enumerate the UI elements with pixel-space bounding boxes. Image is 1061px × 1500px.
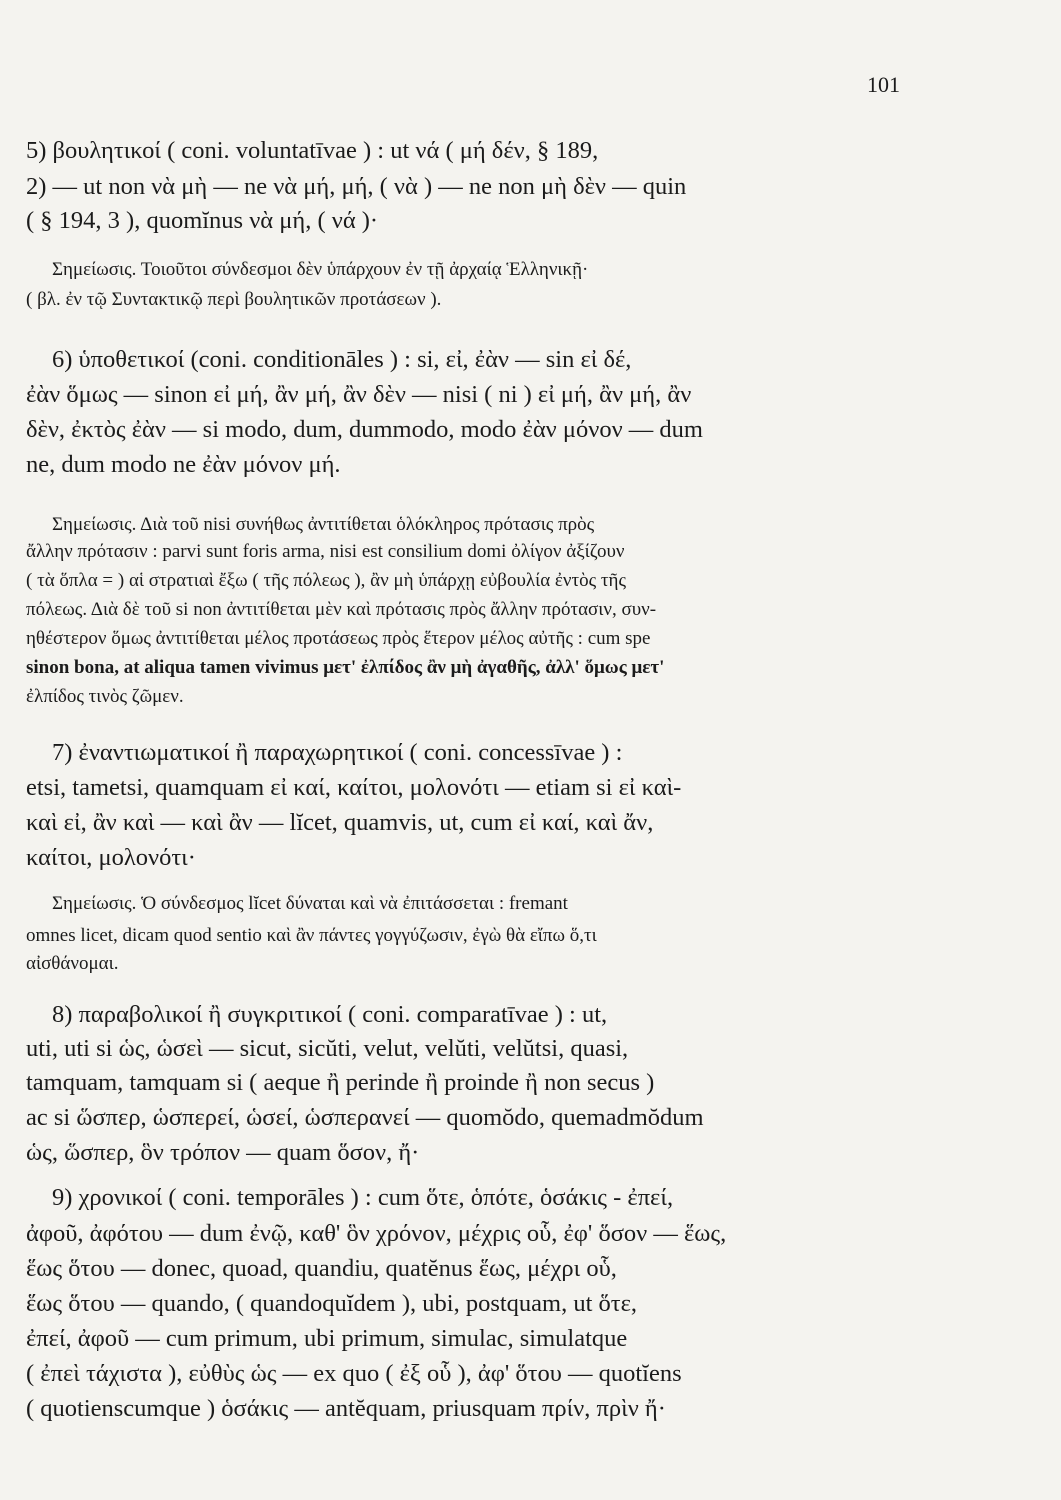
text-line: ( βλ. ἐν τῷ Συντακτικῷ περὶ βουλητικῶν προτάσεων ). — [26, 289, 442, 310]
text-line: ( ἐπεὶ τάχιστα ), εὐθὺς ὡς — ex quo ( ἐξ οὗ ), ἀφ' ὅτου — quotĭens — [26, 1360, 682, 1387]
text-line: ( τὰ ὅπλα = ) αἱ στρατιαὶ ἔξω ( τῆς πόλεως ), ἂν μὴ ὑπάρχῃ εὐβουλία ἐντὸς τῆς — [26, 570, 626, 591]
text-line: uti, uti si ὡς, ὡσεὶ — sicut, sicŭti, velut, velŭti, velŭtsi, quasi, — [26, 1035, 629, 1062]
text-line: αἰσθάνομαι. — [26, 953, 119, 974]
text-line: δὲν, ἐκτὸς ἐὰν — si modo, dum, dummodo, modo ἐὰν μόνον — dum — [26, 416, 703, 443]
text-line: etsi, tametsi, quamquam εἰ καί, καίτοι, μολονότι — etiam si εἰ καὶ- — [26, 774, 682, 801]
text-line: ἄλλην πρότασιν : parvi sunt foris arma, nisi est consilium domi ὀλίγον ἀξίζουν — [26, 541, 625, 562]
text-line: 5) βουλητικοί ( coni. voluntatīvae ) : ut νά ( μή δέν, § 189, — [26, 137, 599, 164]
text-line: ac si ὥσπερ, ὡσπερεί, ὡσεί, ὡσπερανεί — quomŏdo, quemadmŏdum — [26, 1104, 704, 1131]
text-line: 6) ὑποθετικοί (coni. conditionāles ) : si, εἰ, ἐὰν — sin εἰ δέ, — [52, 346, 632, 373]
text-line: καίτοι, μολονότι· — [26, 844, 196, 871]
text-line: ὡς, ὥσπερ, ὃν τρόπον — quam ὅσον, ἤ· — [26, 1139, 420, 1166]
text-line: 9) χρονικοί ( coni. temporāles ) : cum ὅτε, ὁπότε, ὁσάκις - ἐπεί, — [52, 1184, 674, 1211]
text-line: ( § 194, 3 ), quomĭnus νὰ μή, ( νά )· — [26, 207, 379, 234]
text-line: ἐὰν ὅμως — sinon εἰ μή, ἂν μή, ἂν δὲν — nisi ( ni ) εἰ μή, ἂν μή, ἂν — [26, 381, 692, 408]
text-line: ἕως ὅτου — donec, quoad, quandiu, quatĕnus ἕως, μέχρι οὗ, — [26, 1255, 617, 1282]
text-line: 8) παραβολικοί ἢ συγκριτικοί ( coni. comparatīvae ) : ut, — [52, 1001, 608, 1028]
text-line: καὶ εἰ, ἂν καὶ — καὶ ἂν — lĭcet, quamvis, ut, cum εἰ καί, καὶ ἄν, — [26, 809, 654, 836]
text-line: ἐπεί, ἀφοῦ — cum primum, ubi primum, simulac, simulatque — [26, 1325, 628, 1352]
text-line: ηθέστερον ὅμως ἀντιτίθεται μέλος προτάσεως πρὸς ἕτερον μέλος αὐτῆς : cum spe — [26, 628, 651, 649]
text-line: omnes licet, dicam quod sentio καὶ ἂν πάντες γογγύζωσιν, ἐγὼ θὰ εἴπω ὅ,τι — [26, 925, 597, 946]
text-line: Σημείωσις. Διὰ τοῦ nisi συνήθως ἀντιτίθεται ὁλόκληρος πρότασις πρὸς — [52, 514, 595, 535]
text-line: πόλεως. Διὰ δὲ τοῦ si non ἀντιτίθεται μὲν καὶ πρότασις πρὸς ἄλλην πρότασιν, συν- — [26, 599, 657, 620]
text-line: Σημείωσις. Τοιοῦτοι σύνδεσμοι δὲν ὑπάρχουν ἐν τῇ ἀρχαίᾳ Ἑλληνικῇ· — [52, 259, 589, 280]
page-number: 101 — [867, 72, 900, 97]
text-line: ne, dum modo ne ἐὰν μόνον μή. — [26, 451, 341, 478]
text-line: 7) ἐναντιωματικοί ἢ παραχωρητικοί ( coni. concessīvae ) : — [52, 739, 623, 766]
text-line: ( quotienscumque ) ὁσάκις — antĕquam, priusquam πρίν, πρὶν ἤ· — [26, 1395, 666, 1422]
text-line: ἐλπίδος τινὸς ζῶμεν. — [26, 686, 184, 707]
text-line: ἀφοῦ, ἀφότου — dum ἐνῷ, καθ' ὃν χρόνον, μέχρις οὗ, ἐφ' ὅσον — ἕως, — [26, 1220, 727, 1247]
text-line: 2) — ut non νὰ μὴ — ne νὰ μή, μή, ( νὰ ) — ne non μὴ δὲν — quin — [26, 173, 687, 200]
text-line: Σημείωσις. Ὁ σύνδεσμος lĭcet δύναται καὶ νὰ ἐπιτάσσεται : fremant — [52, 893, 568, 914]
text-line: ἕως ὅτου — quando, ( quandoquĭdem ), ubi, postquam, ut ὅτε, — [26, 1290, 638, 1317]
text-line: tamquam, tamquam si ( aeque ἢ perinde ἢ proinde ἢ non secus ) — [26, 1069, 655, 1096]
text-line: sinon bona, at aliqua tamen vivimus μετ' ἐλπίδος ἂν μὴ ἀγαθῆς, ἀλλ' ὅμως μετ' — [26, 657, 665, 678]
